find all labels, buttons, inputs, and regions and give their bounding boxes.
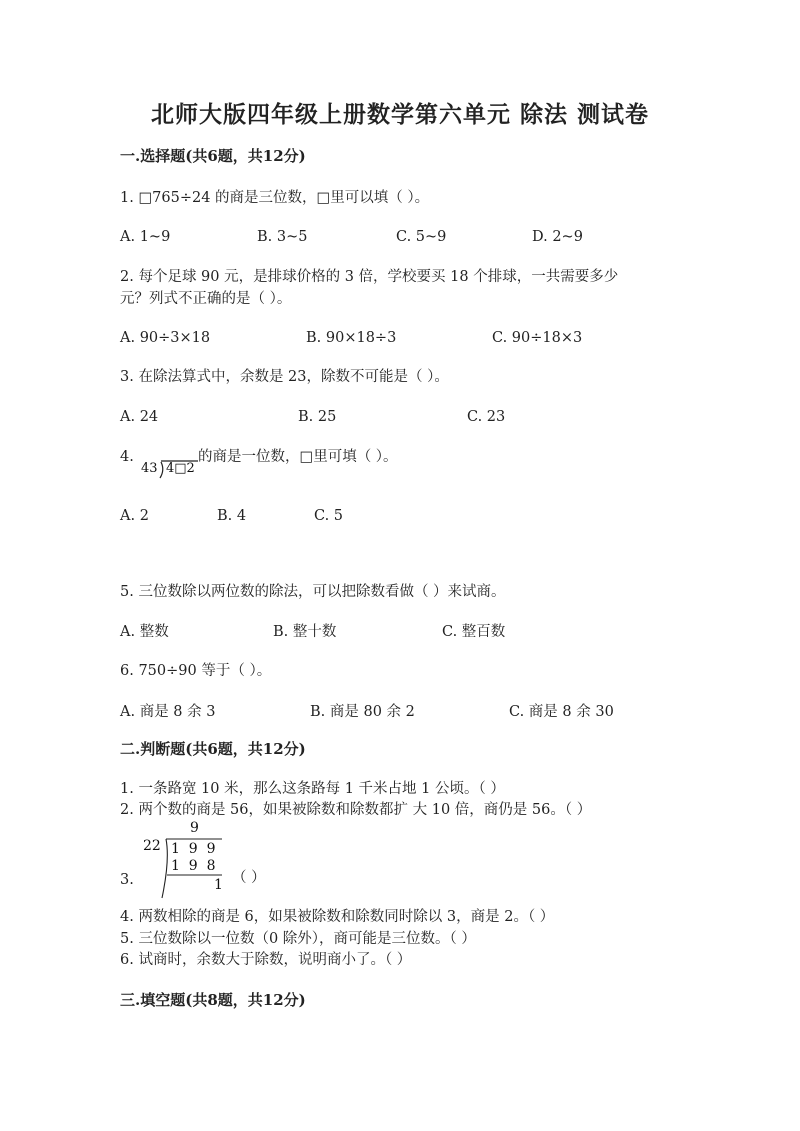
question-2-5: 5. 三位数除以一位数（0 除外），商可能是三位数。（ ） [120,931,476,947]
option-a: A. 整数 [120,624,169,640]
dividend: 4□2 [166,461,195,476]
option-c: C. 5 [314,508,344,524]
product: 1 9 8 [171,858,216,874]
section-heading-choice: 一.选择题(共6题，共12分) [120,147,306,165]
option-b: B. 3~5 [257,229,308,245]
question-1-4-number: 4. [120,449,134,465]
question-1-1-stem: 1. □765÷24 的商是三位数，□里可以填（ ）。 [120,190,430,206]
question-1-4-stem: 的商是一位数，□里可填（ ）。 [198,449,398,465]
option-b: B. 25 [298,409,337,425]
question-1-6-stem: 6. 750÷90 等于（ ）。 [120,663,272,679]
option-b: B. 90×18÷3 [306,330,397,346]
option-c: C. 商是 8 余 30 [509,704,614,720]
option-c: C. 23 [467,409,506,425]
option-b: B. 商是 80 余 2 [310,704,415,720]
remainder: 1 [214,877,223,893]
option-c: C. 5~9 [396,229,447,245]
option-c: C. 整百数 [442,624,506,640]
option-a: A. 1~9 [120,229,171,245]
answer-paren: （ ） [232,870,266,886]
dividend: 1 9 9 [171,841,216,857]
divisor: 43 [141,461,158,476]
divisor: 22 [143,838,161,854]
question-1-5-stem: 5. 三位数除以两位数的除法，可以把除数看做（ ）来试商。 [120,584,506,600]
option-a: A. 商是 8 余 3 [120,704,216,720]
quotient: 9 [190,820,199,836]
question-2-1: 1. 一条路宽 10 米，那么这条路每 1 千米占地 1 公顷。（ ） [120,781,505,797]
question-2-2: 2. 两个数的商是 56，如果被除数和除数都扩 大 10 倍，商仍是 56。（ ） [120,802,592,818]
question-2-4: 4. 两数相除的商是 6，如果被除数和除数同时除以 3，商是 2。（ ） [120,909,555,925]
question-1-2-stem-line1: 2. 每个足球 90 元，是排球价格的 3 倍，学校要买 18 个排球，一共需要多少 [120,269,619,285]
question-2-6: 6. 试商时，余数大于除数，说明商小了。（ ） [120,952,412,968]
option-b: B. 4 [217,508,247,524]
page-title: 北师大版四年级上册数学第六单元 除法 测试卷 [150,101,649,128]
option-c: C. 90÷18×3 [492,330,583,346]
option-d: D. 2~9 [532,229,583,245]
section-heading-judgement: 二.判断题(共6题，共12分) [120,740,306,758]
option-a: A. 24 [120,409,159,425]
section-heading-fill-in: 三.填空题(共8题，共12分) [120,991,306,1009]
option-a: A. 90÷3×18 [120,330,211,346]
question-2-3-number: 3. [120,872,134,888]
long-division-figure [140,820,230,900]
question-1-3-stem: 3. 在除法算式中，余数是 23，除数不可能是（ ）。 [120,369,449,385]
question-1-2-stem-line2: 元？列式不正确的是（ ）。 [120,291,292,307]
long-division-figure [140,448,200,482]
option-b: B. 整十数 [273,624,337,640]
option-a: A. 2 [120,508,149,524]
